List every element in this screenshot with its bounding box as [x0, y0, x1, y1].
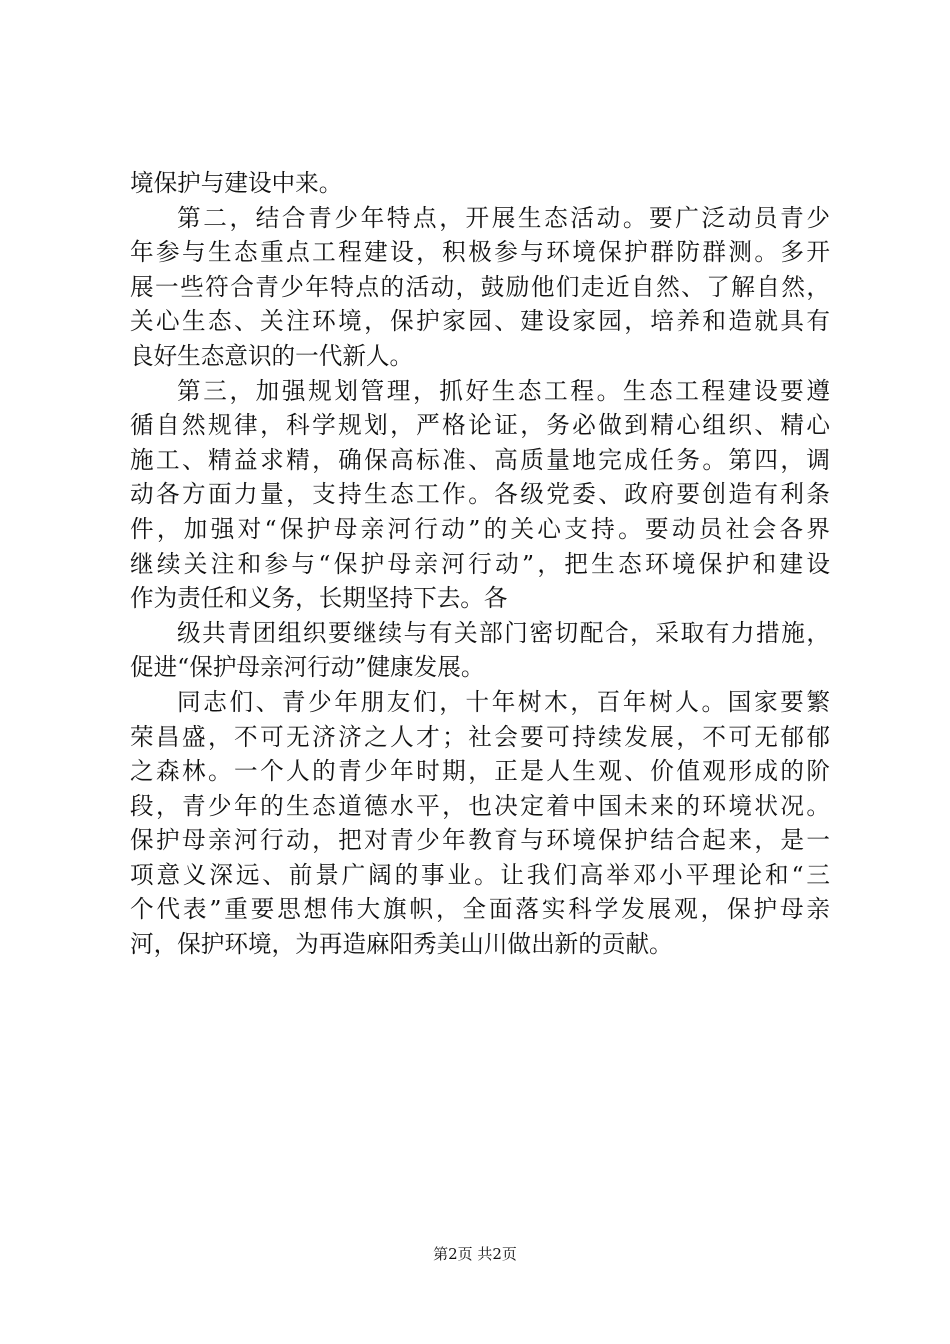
- text-line: 境保护与建设中来。: [130, 169, 343, 197]
- text-line: 同志们、青少年朋友们，十年树木，百年树人。国家要繁: [177, 687, 830, 716]
- page-footer: 第2页 共2页: [433, 1245, 517, 1263]
- text-line: 保护母亲河行动，把对青少年教育与环境保护结合起来，是一: [130, 826, 830, 855]
- text-line: 个代表”重要思想伟大旗帜，全面落实科学发展观，保护母亲: [130, 895, 830, 924]
- text-line: 关心生态、关注环境，保护家园、建设家园，培养和造就具有: [130, 307, 830, 336]
- text-line: 第二，结合青少年特点，开展生态活动。要广泛动员青少: [177, 203, 830, 232]
- text-line: 良好生态意识的一代新人。: [130, 341, 414, 370]
- text-line: 继续关注和参与“保护母亲河行动”，把生态环境保护和建设: [130, 549, 830, 578]
- text-line: 年参与生态重点工程建设，积极参与环境保护群防群测。多开: [130, 238, 830, 267]
- text-line: 级共青团组织要继续与有关部门密切配合，采取有力措施，: [177, 618, 830, 647]
- text-line: 段，青少年的生态道德水平，也决定着中国未来的环境状况。: [130, 791, 830, 820]
- text-line: 之森林。一个人的青少年时期，正是人生观、价值观形成的阶: [130, 757, 830, 786]
- text-line: 件，加强对“保护母亲河行动”的关心支持。要动员社会各界: [130, 514, 830, 543]
- text-line: 促进“保护母亲河行动”健康发展。: [130, 653, 485, 682]
- text-line: 河，保护环境，为再造麻阳秀美山川做出新的贡献。: [130, 930, 673, 959]
- text-line: 展一些符合青少年特点的活动，鼓励他们走近自然、了解自然，: [130, 272, 830, 301]
- text-line: 项意义深远、前景广阔的事业。让我们高举邓小平理论和“三: [130, 860, 830, 889]
- document-body: [130, 166, 830, 962]
- text-line: 施工、精益求精，确保高标准、高质量地完成任务。第四，调: [130, 445, 830, 474]
- text-line: 荣昌盛，不可无济济之人才；社会要可持续发展，不可无郁郁: [130, 722, 830, 751]
- text-line: 作为责任和义务，长期坚持下去。各: [130, 584, 508, 613]
- text-line: 动各方面力量，支持生态工作。各级党委、政府要创造有利条: [130, 480, 830, 509]
- text-line: 第三，加强规划管理，抓好生态工程。生态工程建设要遵: [177, 376, 830, 405]
- text-line: 循自然规律，科学规划，严格论证，务必做到精心组织、精心: [130, 411, 830, 440]
